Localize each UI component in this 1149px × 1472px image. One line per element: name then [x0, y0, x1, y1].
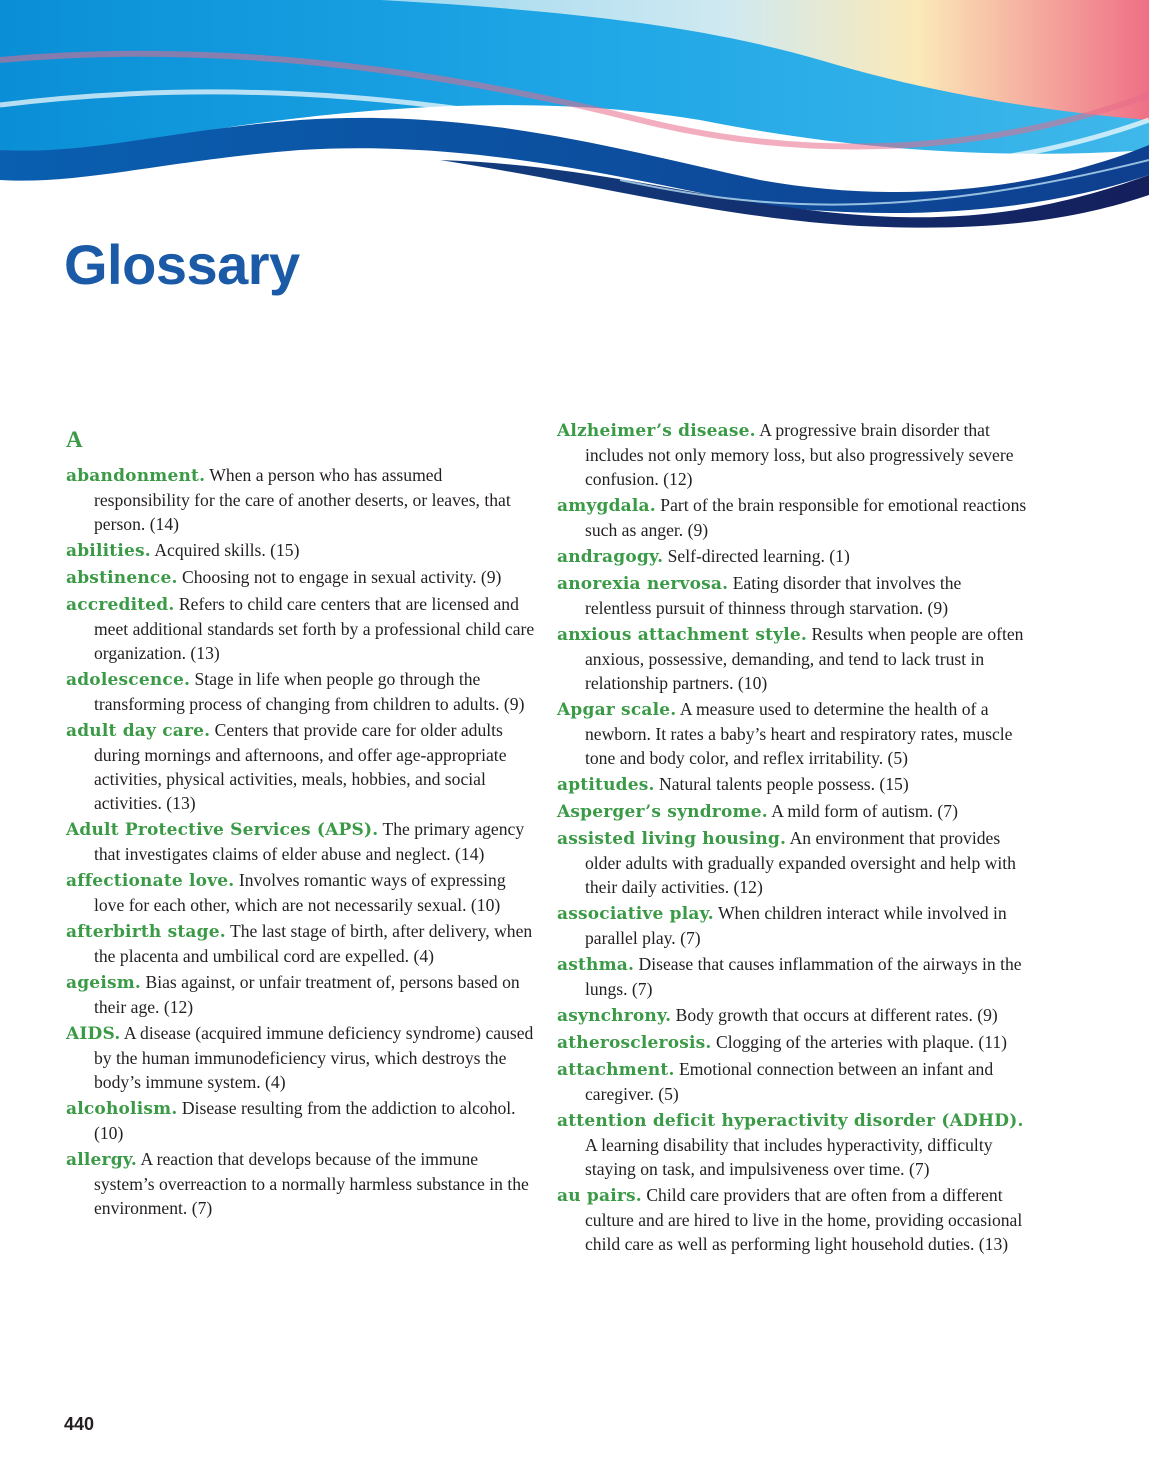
- glossary-definition: Disease resulting from the addiction to alcohol. (10): [94, 1098, 516, 1143]
- glossary-term: asynchrony.: [557, 1006, 672, 1026]
- glossary-definition: Natural talents people possess. (15): [659, 774, 909, 794]
- glossary-entry: [557, 826, 1027, 899]
- glossary-definition: A measure used to determine the health of a newborn. It rates a baby’s heart and respiratory rates, muscle tone and body color, and reflex irritability. (5): [585, 699, 1013, 768]
- glossary-term: abandonment.: [66, 466, 206, 486]
- glossary-term: accredited.: [66, 595, 175, 615]
- glossary-definition: Eating disorder that involves the relentless pursuit of thinness through starvation. (9): [585, 573, 962, 618]
- glossary-term: au pairs.: [557, 1186, 642, 1206]
- glossary-entry: [557, 418, 1027, 491]
- glossary-definition: Bias against, or unfair treatment of, persons based on their age. (12): [94, 972, 520, 1017]
- glossary-entry: [557, 544, 1027, 569]
- glossary-entry: [66, 592, 536, 665]
- glossary-definition: Choosing not to engage in sexual activity. (9): [182, 567, 502, 587]
- glossary-entry: [557, 952, 1027, 1001]
- glossary-term: alcoholism.: [66, 1099, 178, 1119]
- glossary-definition: Involves romantic ways of expressing love for each other, which are not necessarily sexual. (10): [94, 870, 506, 915]
- page-number: 440: [64, 1414, 95, 1434]
- glossary-term: abilities.: [66, 541, 151, 561]
- glossary-definition: Clogging of the arteries with plaque. (11): [715, 1032, 1008, 1052]
- glossary-definition: A progressive brain disorder that includes not only memory loss, but also progressively severe confusion. (12): [585, 420, 1014, 489]
- glossary-term: aptitudes.: [557, 775, 655, 795]
- glossary-entry: [66, 919, 536, 968]
- glossary-term: Apgar scale.: [557, 700, 677, 720]
- glossary-entry: [66, 868, 536, 917]
- glossary-term: assisted living housing.: [557, 829, 787, 849]
- glossary-definition: A mild form of autism. (7): [771, 801, 958, 821]
- glossary-term: Asperger’s syndrome.: [557, 802, 768, 822]
- glossary-definition: Acquired skills. (15): [154, 540, 300, 560]
- glossary-entry: [557, 571, 1027, 620]
- glossary-term: atherosclerosis.: [557, 1033, 712, 1053]
- glossary-definition: Centers that provide care for older adults during mornings and afternoons, and offer age-appropriate activities, physical activities, meals, hobbies, and social activities. (13): [94, 720, 507, 813]
- glossary-entry: [66, 970, 536, 1019]
- glossary-definition: An environment that provides older adults with gradually expanded oversight and help with their daily activities. (12): [585, 828, 1016, 897]
- glossary-term: asthma.: [557, 955, 635, 975]
- glossary-definition: A reaction that develops because of the immune system’s overreaction to a normally harmless substance in the environment. (7): [94, 1149, 529, 1218]
- glossary-definition: When a person who has assumed responsibility for the care of another deserts, or leaves, that person. (14): [94, 465, 511, 534]
- glossary-entry: [557, 1030, 1027, 1055]
- glossary-definition: When children interact while involved in parallel play. (7): [585, 903, 1007, 948]
- glossary-definition: Part of the brain responsible for emotional reactions such as anger. (9): [585, 495, 1027, 540]
- glossary-definition: Child care providers that are often from a different culture and are hired to live in the home, providing occasional child care as well as performing light household duties. (13): [585, 1185, 1023, 1254]
- glossary-entry: [66, 1096, 536, 1145]
- glossary-column-left: [66, 418, 536, 1222]
- glossary-entry: [66, 538, 536, 563]
- glossary-definition: Results when people are often anxious, possessive, demanding, and tend to lack trust in relationship partners. (10): [585, 624, 1024, 693]
- glossary-entry: [557, 493, 1027, 542]
- glossary-entry: [66, 565, 536, 590]
- glossary-term: Alzheimer’s disease.: [557, 421, 756, 441]
- decorative-wave-banner: [0, 0, 1149, 230]
- glossary-term: andragogy.: [557, 547, 664, 567]
- glossary-definition: Refers to child care centers that are licensed and meet additional standards set forth by a professional child care organization. (13): [94, 594, 535, 663]
- glossary-term: attention deficit hyperactivity disorder (ADHD).: [557, 1111, 1024, 1131]
- glossary-entry: [66, 1021, 536, 1094]
- glossary-entry: [557, 1108, 1027, 1181]
- glossary-entry: [557, 901, 1027, 950]
- glossary-entry: [557, 622, 1027, 695]
- glossary-term: affectionate love.: [66, 871, 235, 891]
- glossary-term: amygdala.: [557, 496, 656, 516]
- glossary-term: AIDS.: [66, 1024, 121, 1044]
- glossary-entry: [66, 718, 536, 815]
- glossary-definition: The last stage of birth, after delivery, when the placenta and umbilical cord are expelled. (4): [94, 921, 533, 966]
- glossary-entry: [557, 799, 1027, 824]
- glossary-definition: Emotional connection between an infant and caregiver. (5): [585, 1059, 994, 1104]
- glossary-definition: A disease (acquired immune deficiency syndrome) caused by the human immunodeficiency virus, which destroys the body’s immune system. (4): [94, 1023, 534, 1092]
- glossary-term: afterbirth stage.: [66, 922, 226, 942]
- glossary-term: abstinence.: [66, 568, 178, 588]
- glossary-term: attachment.: [557, 1060, 675, 1080]
- section-letter: A: [66, 427, 83, 452]
- glossary-definition: Body growth that occurs at different rates. (9): [675, 1005, 998, 1025]
- glossary-term: anxious attachment style.: [557, 625, 808, 645]
- glossary-term: anorexia nervosa.: [557, 574, 729, 594]
- glossary-entry: [557, 1057, 1027, 1106]
- glossary-term: Adult Protective Services (APS).: [66, 820, 379, 840]
- glossary-definition: The primary agency that investigates claims of elder abuse and neglect. (14): [94, 819, 525, 864]
- glossary-definition: Disease that causes inflammation of the airways in the lungs. (7): [585, 954, 1022, 999]
- glossary-entry: [557, 1183, 1027, 1256]
- glossary-term: adult day care.: [66, 721, 211, 741]
- glossary-entry: [66, 463, 536, 536]
- glossary-definition: A learning disability that includes hyperactivity, difficulty staying on task, and impulsiveness over time. (7): [585, 1135, 993, 1179]
- glossary-entry: [557, 697, 1027, 770]
- page-title: Glossary: [64, 233, 300, 296]
- glossary-definition: Stage in life when people go through the transforming process of changing from children to adults. (9): [94, 669, 525, 714]
- glossary-column-right: [557, 418, 1027, 1258]
- glossary-term: ageism.: [66, 973, 142, 993]
- glossary-definition: Self-directed learning. (1): [667, 546, 850, 566]
- glossary-entry: [66, 817, 536, 866]
- glossary-entry: [66, 1147, 536, 1220]
- glossary-entry: [66, 667, 536, 716]
- glossary-term: associative play.: [557, 904, 714, 924]
- glossary-term: adolescence.: [66, 670, 191, 690]
- glossary-entry: [557, 772, 1027, 797]
- glossary-term: allergy.: [66, 1150, 138, 1170]
- glossary-entry: [557, 1003, 1027, 1028]
